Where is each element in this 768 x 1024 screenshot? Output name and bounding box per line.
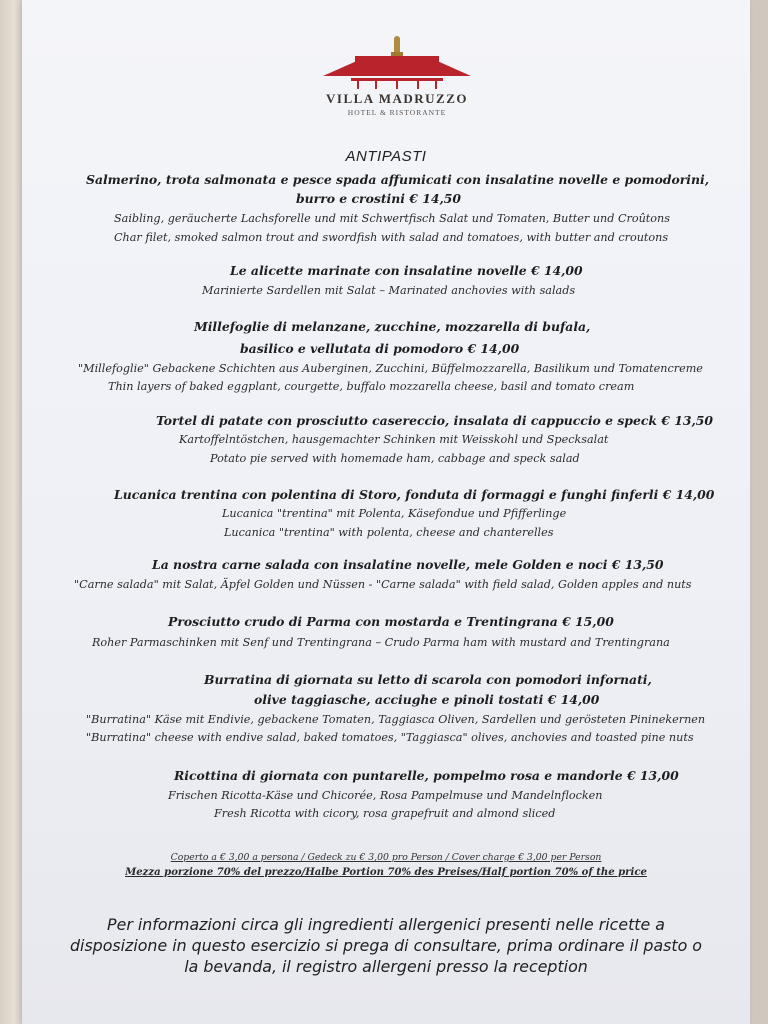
dish-9-translation-en: Fresh Ricotta with cicory, rosa grapefruit and almond sliced [214,807,556,820]
dish-3-line-2: basilico e vellutata di pomodoro € 14,00 [240,341,520,356]
dish-1-translation-de: Saibling, geräucherte Lachsforelle und mit Schwertfisch Salat und Tomaten, Butter und Croûtons [114,212,670,225]
allergen-notice-line-1: Per informazioni circa gli ingredienti allergenici presenti nelle ricette a [107,915,665,934]
hotel-subtitle: HOTEL & RISTORANTE [347,108,447,117]
allergen-notice-line-2: disposizione in questo esercizio si prega di consultare, prima ordinare il pasto o [69,936,702,955]
dish-7-line-1: Prosciutto crudo di Parma con mostarda e Trentingrana € 15,00 [168,614,614,629]
dish-5-line-1: Lucanica trentina con polentina di Storo, fonduta di formaggi e funghi finferli € 14,00 [114,487,715,502]
dish-3-translation-de: "Millefoglie" Gebackene Schichten aus Auberginen, Zucchini, Büffelmozzarella, Basilikum und Tomatencreme [78,362,703,375]
dish-3-translation-en: Thin layers of baked eggplant, courgette, buffalo mozzarella cheese, basil and tomato cream [108,380,635,393]
dish-8-translation-de: "Burratina" Käse mit Endivie, gebackene Tomaten, Taggiasca Oliven, Sardellen und gerösteten Pininekernen [86,713,706,726]
section-title: ANTIPASTI [345,148,427,165]
dish-5-translation-en: Lucanica "trentina" with polenta, cheese and chanterelles [224,526,554,539]
dish-9-translation-de: Frischen Ricotta-Käse und Chicorée, Rosa Pampelmuse und Mandelnflocken [168,789,603,802]
half-portion-note: Mezza porzione 70% del prezzo/Halbe Portion 70% des Preises/Half portion 70% of the price [125,866,647,878]
dish-7-translation: Roher Parmaschinken mit Senf und Trentingrana – Crudo Parma ham with mustard and Trentingrana [92,636,670,649]
dish-2-translation: Marinierte Sardellen mit Salat – Marinated anchovies with salads [202,284,576,297]
dish-1-line-1: Salmerino, trota salmonata e pesce spada affumicati con insalatine novelle e pomodorini, [86,172,710,187]
menu-page [22,0,750,1024]
allergen-notice-line-3: la bevanda, il registro allergeni presso la reception [184,957,588,976]
dish-1-translation-en: Char filet, smoked salmon trout and swordfish with salad and tomatoes, with butter and croutons [114,231,669,244]
hotel-logo [312,36,482,126]
dish-9-line-1: Ricottina di giornata con puntarelle, pompelmo rosa e mandorle € 13,00 [174,768,679,783]
dish-8-line-1: Burratina di giornata su letto di scarola con pomodori infornati, [204,672,652,687]
dish-6-translation: "Carne salada" mit Salat, Äpfel Golden und Nüssen - "Carne salada" with field salad, Golden apples and nuts [74,578,692,591]
dish-8-line-2: olive taggiasche, acciughe e pinoli tostati € 14,00 [254,692,600,707]
dish-1-line-2: burro e crostini € 14,50 [296,191,462,206]
cover-charge-note: Coperto a € 3,00 a persona / Gedeck zu € 3,00 pro Person / Cover charge € 3,00 per Person [170,852,602,863]
dish-5-translation-de: Lucanica "trentina" mit Polenta, Käsefondue und Pfifferlinge [222,507,567,520]
dish-4-translation-de: Kartoffelntöstchen, hausgemachter Schinken mit Weisskohl und Specksalat [179,433,609,446]
hotel-brand-name: VILLA MADRUZZO [326,91,468,106]
dish-2-line-1: Le alicette marinate con insalatine novelle € 14,00 [230,263,583,278]
dish-3-line-1: Millefoglie di melanzane, zucchine, mozzarella di bufala, [194,319,591,334]
dish-4-line-1: Tortel di patate con prosciutto casereccio, insalata di cappuccio e speck € 13,50 [156,413,714,428]
allergen-notice [22,914,750,977]
villa-roof-icon [315,36,479,90]
dish-8-translation-en: "Burratina" cheese with endive salad, baked tomatoes, "Taggiasca" olives, anchovies and toasted pine nuts [86,731,694,744]
dish-4-translation-en: Potato pie served with homemade ham, cabbage and speck salad [210,452,580,465]
dish-6-line-1: La nostra carne salada con insalatine novelle, mele Golden e noci € 13,50 [152,557,664,572]
